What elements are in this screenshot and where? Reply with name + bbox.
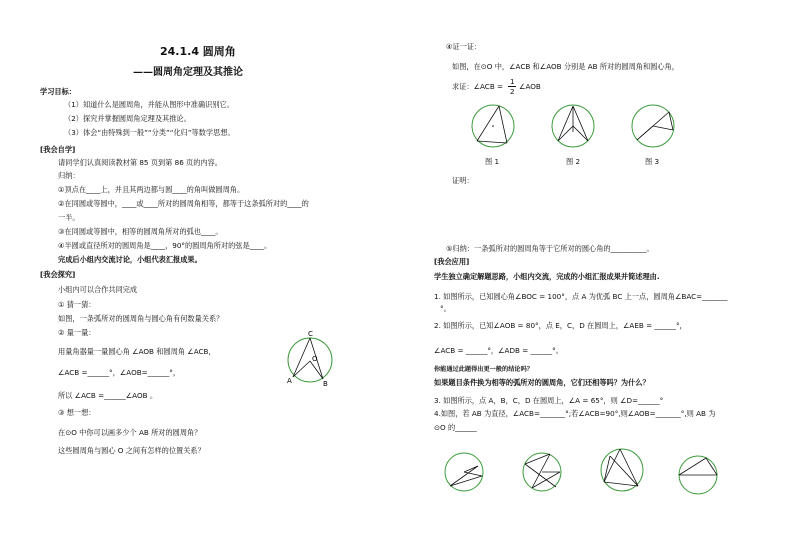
self-study-line: 请同学们认真阅读教材第 85 页到第 86 页的内容。 xyxy=(58,158,222,167)
proof-to: 求证：∠ACB = xyxy=(452,82,504,91)
proof-label: 证明： xyxy=(452,176,474,185)
explore-line: 小组内可以合作共同完成 xyxy=(58,285,138,294)
self-study-line: ①顶点在____上，并且其两边都与圆____的角叫做圆周角。 xyxy=(58,185,245,194)
self-study-line: 归纳： xyxy=(58,171,80,180)
think-line-1: 你能通过此题得出更一般的结论吗？ xyxy=(434,366,533,373)
application-figure-1 xyxy=(442,452,492,502)
self-study-line: ②在同圆或等圆中，____或____所对的圆周角相等，都等于这条弧所对的____的 xyxy=(58,199,309,208)
fig-caption: 图 3 xyxy=(645,157,660,166)
application-figure-4 xyxy=(676,455,726,505)
explore-circle-figure xyxy=(283,330,343,393)
summary-line: ⑤归纳：一条弧所对的圆周角等于它所对的圆心角的__________。 xyxy=(446,244,654,253)
explore-line: 用量角器量一量圆心角 ∠AOB 和圆周角 ∠ACB， xyxy=(58,347,216,356)
explore-line: ③ 想一想： xyxy=(58,408,96,417)
apply-intro: 学生独立确定解题思路，小组内交流，完成的小组汇报成果并简述理由. xyxy=(434,272,660,281)
application-figure-2 xyxy=(520,452,570,502)
self-study-line: ③在同圆或等圆中，相等的圆周角所对的弧也____。 xyxy=(58,227,223,236)
explore-line: 所以 ∠ACB =______∠AOB 。 xyxy=(58,391,158,400)
fig-caption: 图 1 xyxy=(485,157,500,166)
think-line-2: 如果题目条件换为相等的弧所对的圆周角，它们还相等吗？为什么？ xyxy=(434,378,650,387)
goal-item: （2）探究并掌握圆周角定理及其推论。 xyxy=(64,114,191,123)
proof-figure-1 xyxy=(469,102,521,154)
explore-line: 如图，一条弧所对的圆周角与圆心角有何数量关系？ xyxy=(58,314,224,323)
proof-figure-3 xyxy=(629,102,681,154)
proof-figure-2 xyxy=(549,102,601,154)
fig-label-a: A xyxy=(287,377,292,385)
fig-caption: 图 2 xyxy=(566,157,581,166)
explore-line: 这些圆周角与圆心 O 之间有怎样的位置关系？ xyxy=(58,446,205,455)
goal-item: （1）知道什么是圆周角，并能从图形中准确识别它。 xyxy=(64,100,234,109)
explore-line: ∠ACB =______°，∠AOB=______°， xyxy=(58,368,181,377)
application-figure-3 xyxy=(598,448,648,498)
explore-heading: [我会探究] xyxy=(40,270,76,279)
proof-given: 如图，在⊙O 中，∠ACB 和∠AOB 分别是 AB 所对的圆周角和圆心角， xyxy=(452,62,679,71)
explore-line: ① 猜一猜： xyxy=(58,300,96,309)
self-study-heading: [我会自学] xyxy=(40,145,76,154)
fraction-numerator: 1 xyxy=(510,77,515,86)
question-2a: 2. 如图所示，已知∠AOB = 80°，点 E，C，D 在圆周上，∠AEB = ______°， xyxy=(434,321,687,330)
question-4a: 4.如图，若 AB 为直径，∠ACB=_______°;若∠ACB=90°,则∠AOB=_______°,则 AB 为 xyxy=(434,409,716,418)
fig-label-o: O xyxy=(312,355,318,363)
fraction-denominator: 2 xyxy=(510,87,515,96)
fig-label-c: C xyxy=(308,330,313,338)
question-3: 3. 如图所示，点 A，B，C，D 在圆周上，∠A = 65°，则 ∠D=______° xyxy=(434,396,664,405)
goals-heading: 学习目标： xyxy=(40,87,76,96)
self-study-line: 一半。 xyxy=(58,213,80,222)
proof-heading: ④证一证： xyxy=(446,42,482,51)
self-study-line: ④半圆或直径所对的圆周角是____，90°的圆周角所对的弦是____。 xyxy=(58,241,272,250)
apply-heading: [我会应用] xyxy=(434,257,470,266)
explore-line: ② 量一量： xyxy=(58,328,96,337)
question-1: 1. 如图所示，已知圆心角∠BOC = 100°，点 A 为优弧 BC 上一点，圆周角∠BAC=_______ xyxy=(434,292,728,301)
question-4b: ⊙O 的______ xyxy=(434,423,477,432)
question-1-end: °。 xyxy=(440,304,451,313)
page-title: 24.1.4 圆周角 xyxy=(160,45,236,58)
goal-item: （3）体会“由特殊到一般”“分类”“化归”等数学思想。 xyxy=(64,128,235,137)
page-subtitle: ——圆周角定理及其推论 xyxy=(133,67,243,78)
proof-to-tail: ∠AOB xyxy=(519,82,541,91)
question-2b: ∠ACB = ______°，∠ADB = ______°。 xyxy=(434,346,563,355)
fig-label-b: B xyxy=(323,380,328,388)
explore-line: 在⊙O 中你可以画多少个 AB 所对的圆周角？ xyxy=(58,428,202,437)
self-study-line: 完成后小组内交流讨论，小组代表汇报成果。 xyxy=(58,255,202,264)
